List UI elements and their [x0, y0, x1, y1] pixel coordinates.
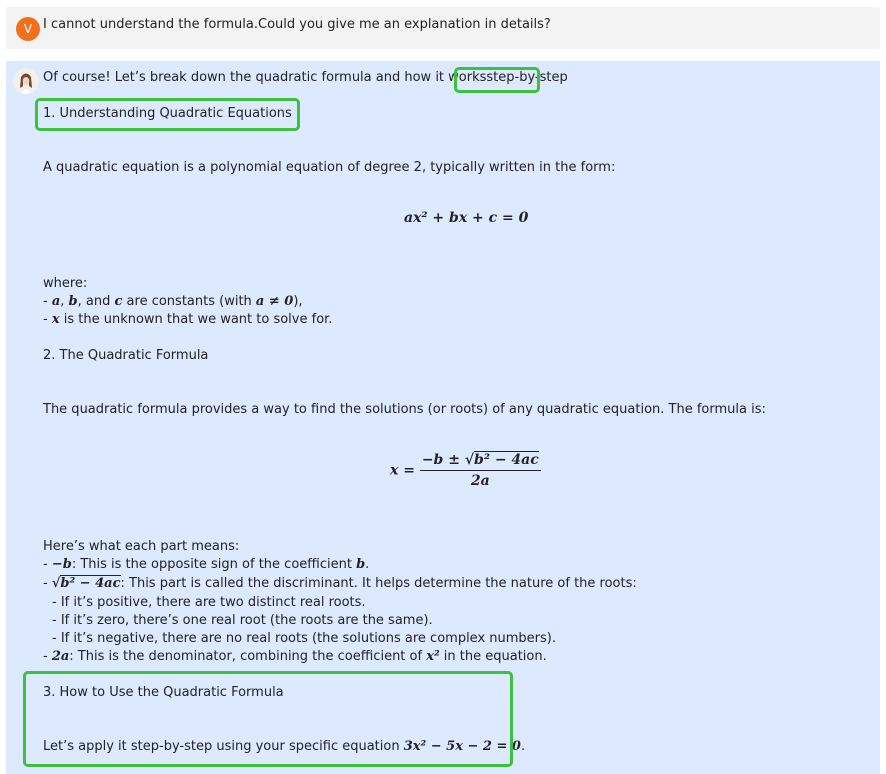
- parts-intro: Here’s what each part means:: [43, 539, 240, 554]
- intro-text-main: Of course! Let’s break down the quadratic formula and how it works: [43, 70, 487, 85]
- quadratic-formula: x = $\frac{\text{−b ± √b² − 4ac}}{2a}$: [390, 452, 539, 489]
- section3-heading: 3. How to Use the Quadratic Formula: [43, 685, 284, 700]
- section2-paragraph: The quadratic formula provides a way to find the solutions (or roots) of any quadratic equation. The formula is:: [43, 402, 766, 417]
- section1-heading: 1. Understanding Quadratic Equations: [43, 106, 292, 121]
- discriminant-positive: - If it’s positive, there are two distinct real roots.: [52, 595, 366, 610]
- intro-text: [43, 69, 568, 87]
- section2-heading: 2. The Quadratic Formula: [43, 348, 209, 363]
- discriminant-negative: - If it’s negative, there are no real roots (the solutions are complex numbers).: [52, 631, 556, 646]
- section3-paragraph: Let’s apply it step-by-step using your specific equation 3x² − 5x − 2 = 0.: [43, 739, 526, 754]
- quadratic-equation: ax² + bx + c = 0: [404, 210, 529, 226]
- neg-b-bullet: - −b: This is the opposite sign of the coefficient b.: [43, 557, 370, 572]
- where-label: where:: [43, 276, 88, 291]
- user-message: [6, 7, 880, 49]
- user-avatar: V: [16, 17, 40, 41]
- unknown-bullet: - x is the unknown that we want to solve for.: [43, 312, 333, 327]
- discriminant-bullet: - √b² − 4ac: This part is called the discriminant. It helps determine the nature of the roots:: [43, 576, 637, 591]
- constants-bullet: - a, b, and c are constants (with a ≠ 0),: [43, 294, 303, 309]
- intro-highlight: step-by-step: [486, 70, 568, 85]
- assistant-avatar-icon: [13, 68, 39, 94]
- user-message-text: I cannot understand the formula.Could you give me an explanation in details?: [43, 17, 551, 32]
- discriminant-zero: - If it’s zero, there’s one real root (the roots are the same).: [52, 613, 433, 628]
- section1-paragraph: A quadratic equation is a polynomial equation of degree 2, typically written in the form:: [43, 160, 616, 175]
- denominator-bullet: - 2a: This is the denominator, combining the coefficient of x² in the equation.: [43, 649, 547, 664]
- assistant-avatar: [13, 68, 39, 94]
- assistant-message: [6, 61, 880, 774]
